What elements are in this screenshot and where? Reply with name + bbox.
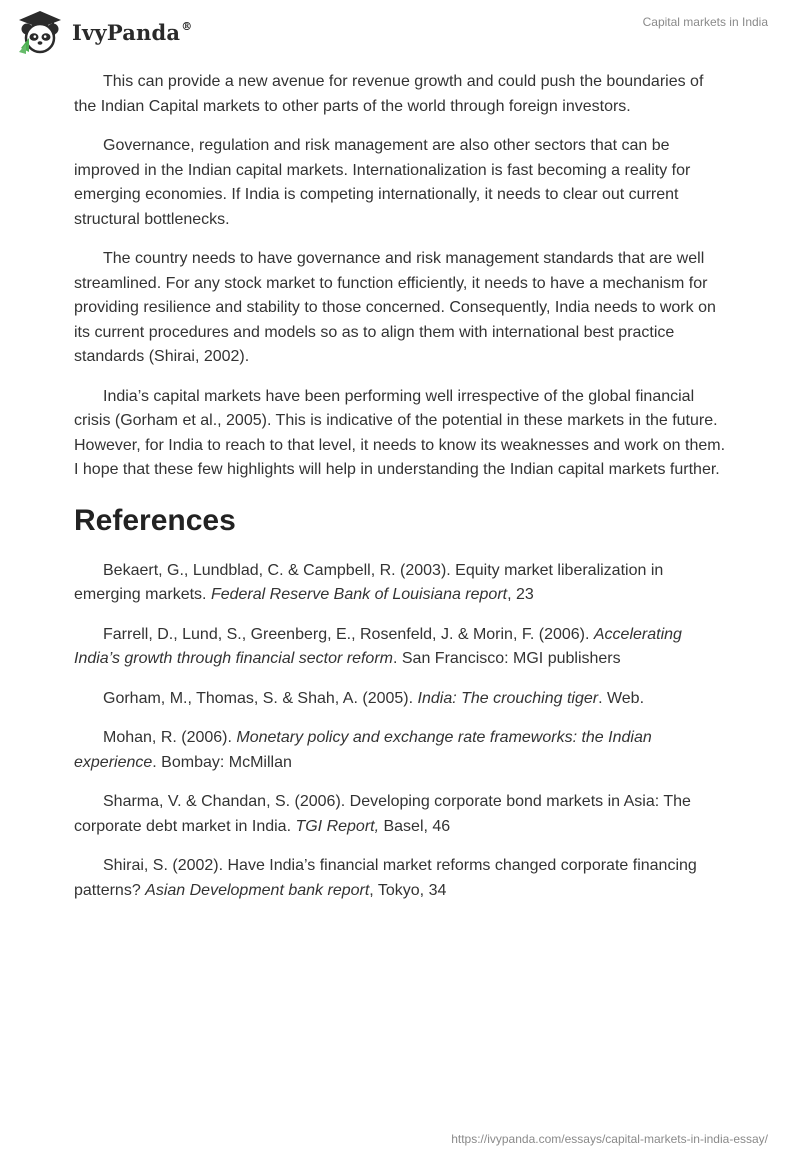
body-paragraph: This can provide a new avenue for revenue growth and could push the boundaries of the Indian Capital markets to other parts of the world through foreign investors. [74,73,704,115]
references-heading: References [74,503,236,537]
reference-item: Mohan, R. (2006). Monetary policy and exchange rate frameworks: the Indian experience. Bombay: McMillan [74,729,652,771]
reference-item: Gorham, M., Thomas, S. & Shah, A. (2005). India: The crouching tiger. Web. [103,689,645,707]
body-paragraph: Governance, regulation and risk management are also other sectors that can be improved in the Indian capital markets. Internationalization is fast becoming a reality for emerging economies. If India is competing internationally, it needs to clear out current structural bottlenecks. [74,137,691,228]
panda-graduate-icon [16,8,64,56]
reference-item: Shirai, S. (2002). Have India’s financial market reforms changed corporate financing patterns? Asian Development bank report, Tokyo, 34 [74,857,697,899]
source-url[interactable]: https://ivypanda.com/essays/capital-markets-in-india-essay/ [451,1132,768,1146]
reference-item: Farrell, D., Lund, S., Greenberg, E., Rosenfeld, J. & Morin, F. (2006). Accelerating India’s growth through financial sector reform. San Francisco: MGI publishers [74,625,682,667]
ivypanda-logo[interactable] [16,8,192,56]
document-title: Capital markets in India [642,15,768,29]
reference-item: Sharma, V. & Chandan, S. (2006). Developing corporate bond markets in Asia: The corporate debt market in India. TGI Report, Basel, 46 [74,793,691,835]
body-paragraph: India’s capital markets have been performing well irrespective of the global financial crisis (Gorham et al., 2005). This is indicative of the potential in these markets in the future. However, for India to reach to that level, it needs to know its weaknesses and work on them. I hope that these few highlights will help in understanding the Indian capital markets further. [74,387,726,478]
page-header [0,0,800,64]
brand-name: IvyPanda® [72,19,193,45]
body-paragraph: The country needs to have governance and risk management standards that are well streamlined. For any stock market to function efficiently, it needs to have a mechanism for providing resilience and stability to those concerned. Consequently, India needs to work on its current procedures and models so as to align them with international best practice standards (Shirai, 2002). [74,250,716,365]
reference-item: Bekaert, G., Lundblad, C. & Campbell, R. (2003). Equity market liberalization in emerging markets. Federal Reserve Bank of Louisiana report, 23 [74,561,664,603]
essay-content [74,70,726,918]
